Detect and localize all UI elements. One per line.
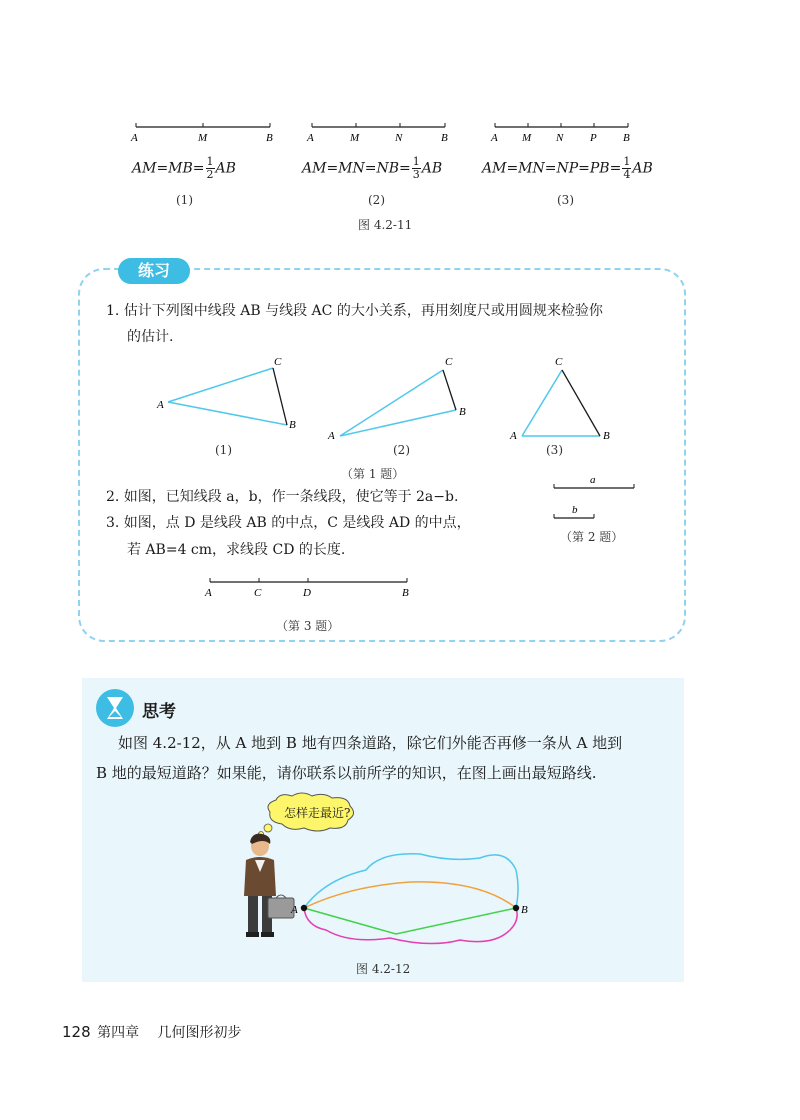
segment-diagram-2 [306, 123, 448, 144]
thought-bubble-text: 怎样走最近? [284, 806, 351, 820]
q1-sublabel-1: (1) [215, 443, 232, 457]
equation-3: AM=MN=NP=PB= $\frac{1}{4}$ AB [482, 155, 653, 181]
figure-4-2-12-caption: 图 4.2-12 [356, 962, 411, 976]
label-B: B [441, 132, 448, 144]
label-B: B [459, 406, 466, 418]
think-title: 思考 [142, 702, 176, 722]
segment-diagram-3 [490, 123, 630, 144]
road-cyan [304, 854, 518, 908]
label-D: D [303, 587, 311, 599]
label-A: A [157, 399, 164, 411]
label-P: P [590, 132, 597, 144]
segment-diagram-1 [130, 123, 273, 144]
label-A: A [510, 430, 517, 442]
question-3-segment [0, 570, 800, 602]
label-b: b [572, 504, 578, 516]
roads-diagram [280, 840, 540, 960]
page-footer [62, 1022, 242, 1042]
label-C: C [555, 356, 563, 368]
label-A: A [491, 132, 498, 144]
label-B: B [623, 132, 630, 144]
point-A [301, 905, 307, 911]
label-M: M [522, 132, 532, 144]
chapter-label: 第四章 [97, 1025, 140, 1041]
figure-4-2-11-lines [0, 110, 800, 150]
road-green [304, 908, 516, 934]
question-3-line-1: 3. 如图，点 D 是线段 AB 的中点，C 是线段 AD 的中点， [106, 515, 471, 531]
think-text-line-2: B 地的最短道路？如果能，请你联系以前所学的知识，在图上画出最短路线. [96, 764, 597, 782]
label-B: B [603, 430, 610, 442]
page-number: 128 [62, 1023, 91, 1041]
sublabel-2: (2) [368, 193, 385, 207]
think-text-line-1: 如图 4.2-12，从 A 地到 B 地有四条道路，除它们外能否再修一条从 A 地到 [118, 734, 623, 752]
hourglass-icon [95, 688, 135, 728]
label-C: C [445, 356, 453, 368]
equation-2: AM=MN=NB= $\frac{1}{3}$ AB [302, 155, 443, 181]
question-3-line-2: 若 AB=4 cm，求线段 CD 的长度. [127, 542, 346, 558]
q1-sublabel-2: (2) [393, 443, 410, 457]
sublabel-3: (3) [557, 193, 574, 207]
label-M: M [350, 132, 360, 144]
triangle-2 [327, 356, 466, 442]
triangle-1 [156, 356, 296, 431]
label-C: C [274, 356, 282, 368]
question-2-segments [540, 470, 650, 526]
label-B: B [402, 587, 409, 599]
label-A: A [328, 430, 335, 442]
chapter-title: 几何图形初步 [157, 1025, 242, 1041]
road-magenta [304, 908, 517, 944]
label-N: N [395, 132, 403, 144]
question-2: 2. 如图，已知线段 a，b，作一条线段，使它等于 2a−b. [106, 489, 459, 505]
question-1-line-2: 的估计. [127, 329, 174, 345]
label-C: C [254, 587, 262, 599]
point-B [513, 905, 519, 911]
equation-1: AM=MB= $\frac{1}{2}$ AB [132, 155, 236, 181]
q2-caption: （第 2 题） [560, 530, 624, 544]
sublabel-1: (1) [176, 193, 193, 207]
label-A: A [307, 132, 314, 144]
label-A: A [291, 904, 298, 916]
road-orange [304, 882, 516, 908]
q3-caption: （第 3 题） [276, 619, 340, 633]
q1-sublabel-3: (3) [546, 443, 563, 457]
label-N: N [556, 132, 564, 144]
label-M: M [198, 132, 208, 144]
question-1-line-1: 1. 估计下列图中线段 AB 与线段 AC 的大小关系，再用刻度尺或用圆规来检验你 [106, 303, 603, 319]
label-B: B [521, 904, 528, 916]
label-B: B [266, 132, 273, 144]
q1-caption: （第 1 题） [341, 467, 405, 481]
label-B: B [289, 419, 296, 431]
triangle-3 [509, 356, 610, 442]
label-a: a [590, 474, 596, 486]
figure-caption: 图 4.2-11 [358, 218, 413, 232]
exercise-tag: 练习 [118, 258, 190, 284]
label-A: A [131, 132, 138, 144]
label-A: A [205, 587, 212, 599]
